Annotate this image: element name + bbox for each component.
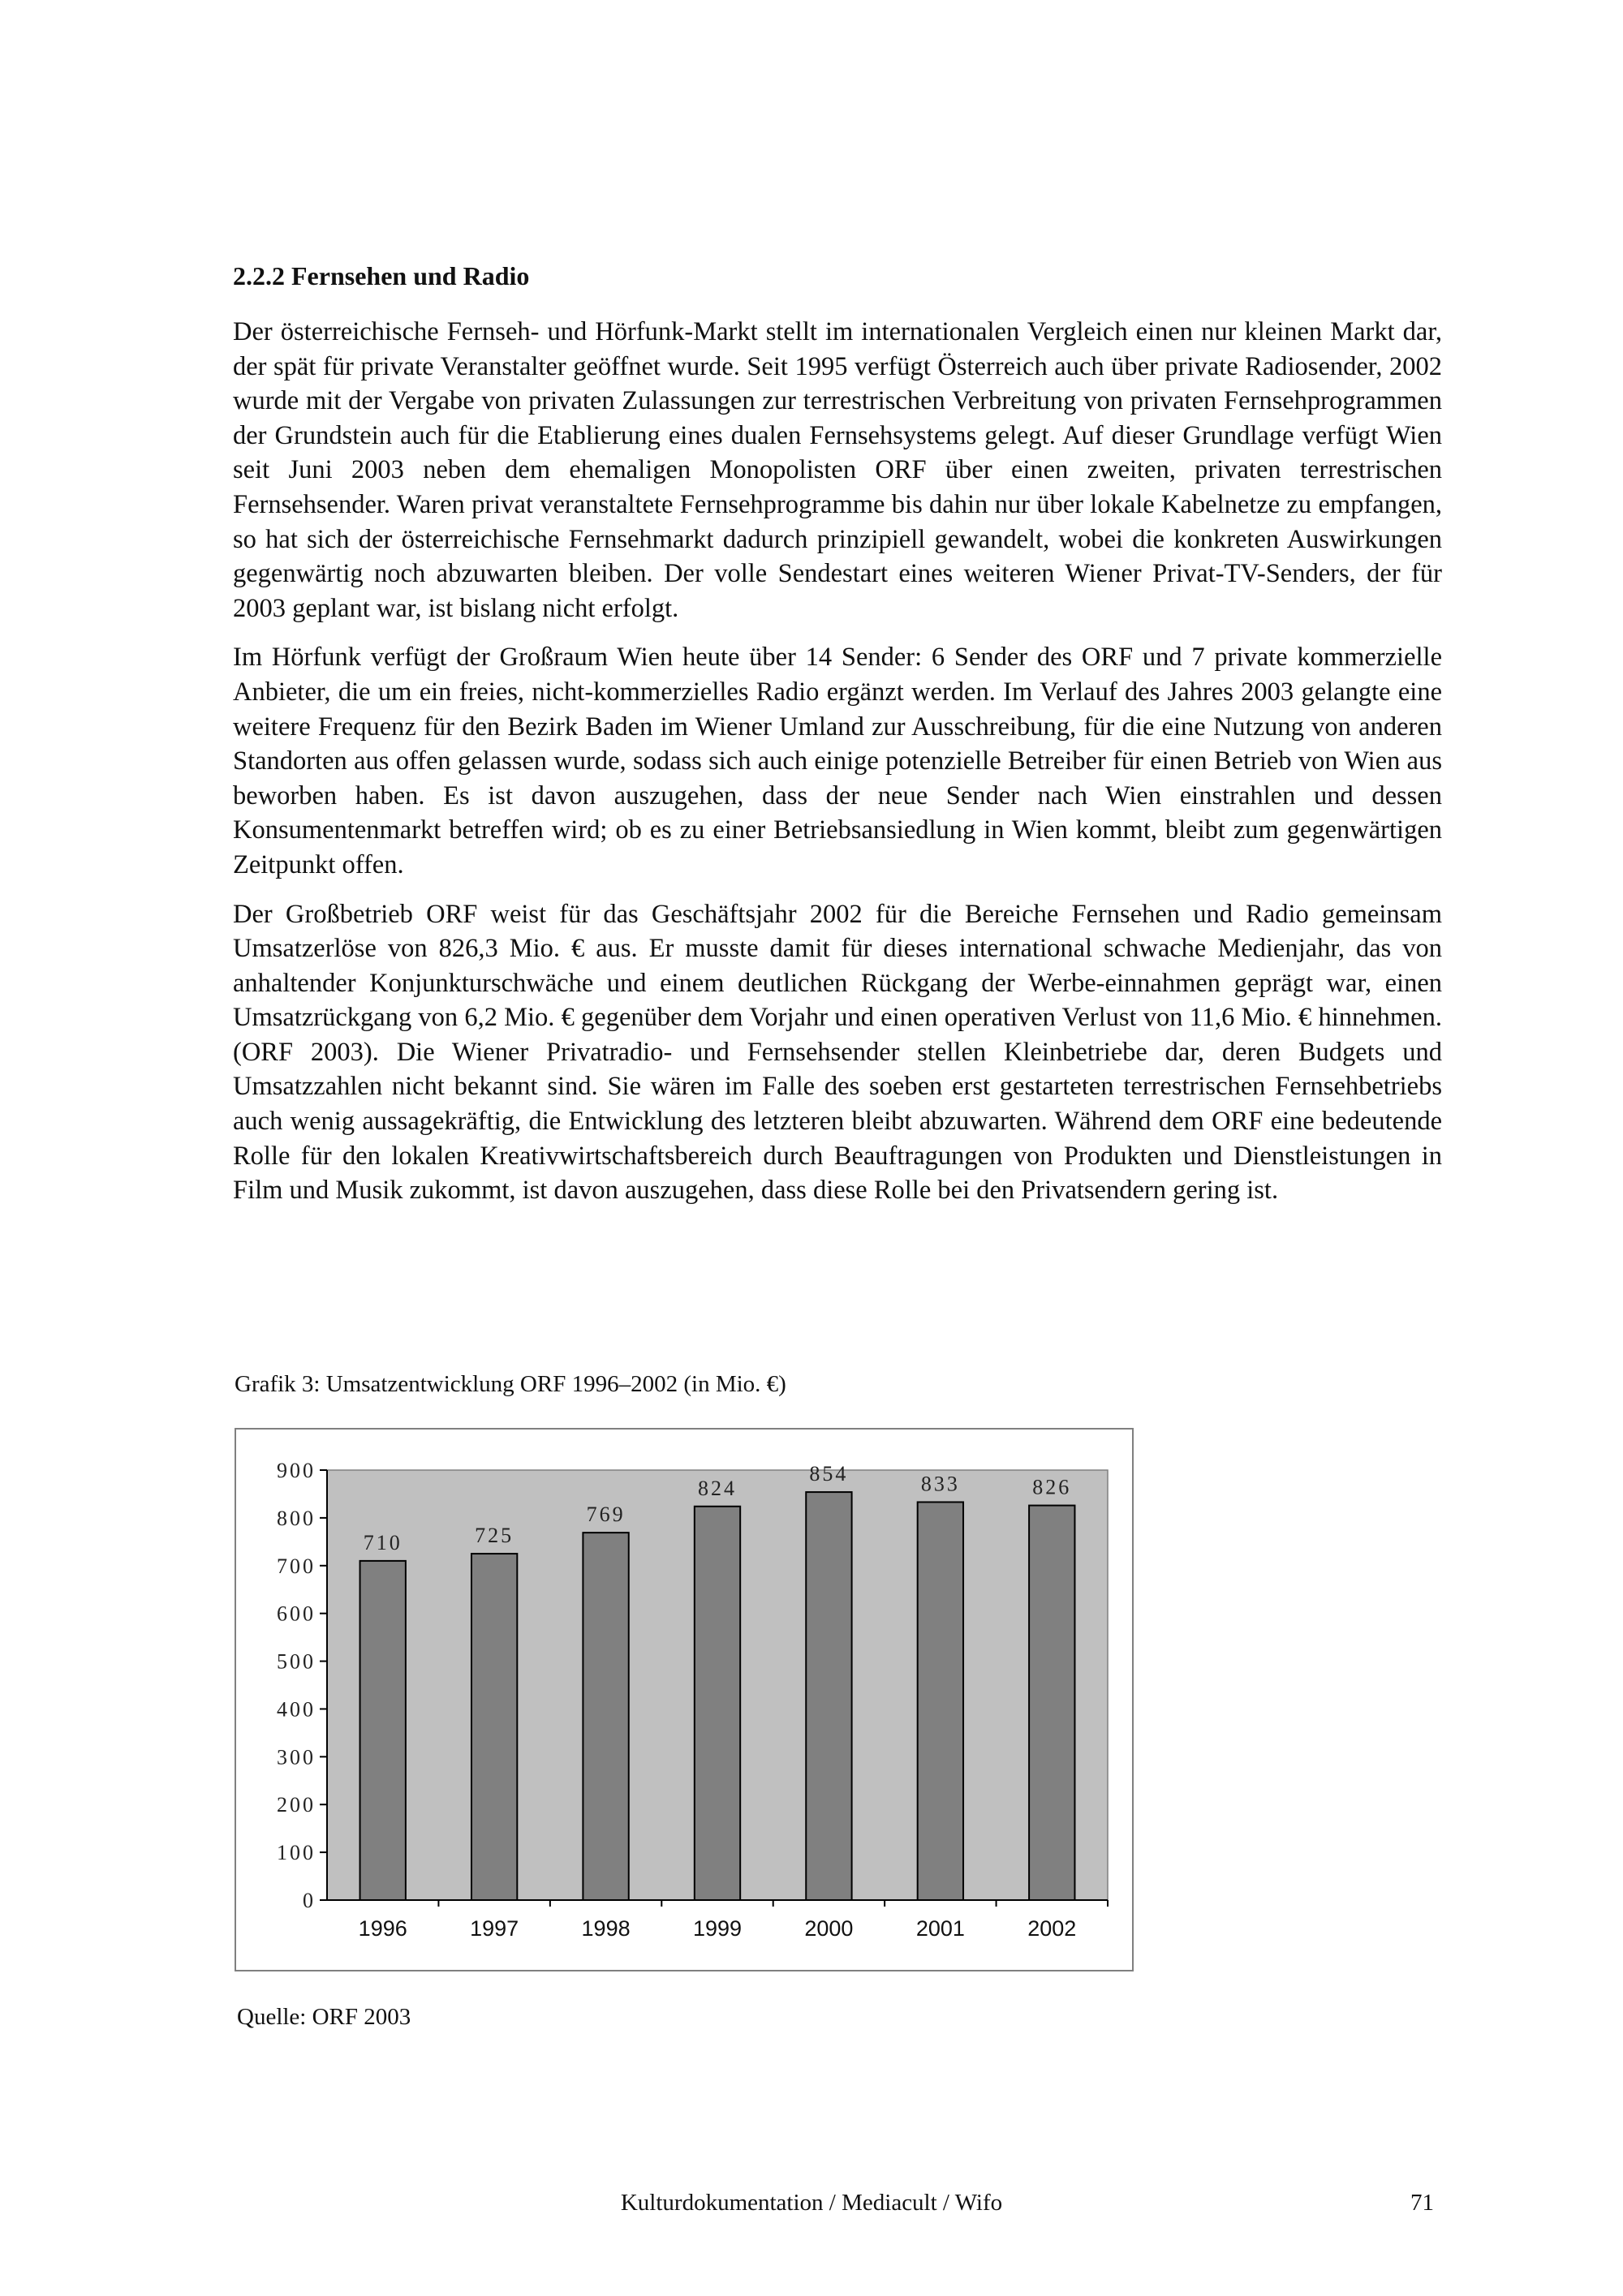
- figure-source: Quelle: ORF 2003: [237, 2004, 411, 2030]
- y-tick-label: 700: [277, 1554, 316, 1578]
- y-tick-label: 300: [277, 1745, 316, 1769]
- data-label: 725: [475, 1524, 514, 1548]
- y-tick-label: 600: [277, 1602, 316, 1626]
- data-label: 769: [586, 1503, 626, 1527]
- x-tick-label: 2001: [915, 1916, 965, 1941]
- x-tick-label: 1997: [470, 1916, 519, 1941]
- x-tick-label: 1999: [692, 1916, 743, 1941]
- bar: [583, 1533, 628, 1900]
- page-number: 71: [1410, 2190, 1434, 2216]
- page-body: [233, 258, 1442, 1223]
- bar: [806, 1492, 851, 1900]
- y-tick-label: 400: [277, 1697, 316, 1722]
- figure-caption: Grafik 3: Umsatzentwicklung ORF 1996–2002 (in Mio. €): [235, 1371, 786, 1397]
- y-tick-label: 500: [277, 1649, 316, 1674]
- bar: [918, 1502, 963, 1900]
- data-label: 710: [363, 1530, 403, 1554]
- revenue-chart-svg: [235, 1428, 1134, 1971]
- bar: [695, 1507, 740, 1900]
- x-tick-label: 1998: [581, 1916, 631, 1941]
- x-tick-label: 1996: [358, 1916, 407, 1941]
- y-tick-label: 0: [303, 1889, 316, 1912]
- footer-text: Kulturdokumentation / Mediacult / Wifo: [620, 2190, 1003, 2216]
- y-tick-label: 100: [277, 1841, 316, 1865]
- y-tick-label: 200: [277, 1793, 316, 1817]
- revenue-chart: [235, 1428, 1134, 1971]
- paragraph-orf-revenue: Der Großbetrieb ORF weist für das Geschäftsjahr 2002 für die Bereiche Fernsehen und Radio gemeinsam Umsatzerlöse von 826,3 Mio. € aus. Er musste damit für dieses international schwache Medienjahr, das von anhaltender Konjunkturschwäche und einem deutlichen Rückgang der Werbe-einnahmen geprägt war, einen Umsatzrückgang von 6,2 Mio. € gegenüber dem Vorjahr und einen operativen Verlust von 11,6 Mio. € hinnehmen. (ORF 2003). Die Wiener Privatradio- und Fernsehsender stellen Kleinbetriebe dar, deren Budgets und Umsatzzahlen nicht bekannt sind. Sie wären im Falle des soeben erst gestarteten terrestrischen Fernsehbetriebs auch wenig aussagekräftig, die Entwicklung des letzteren bleibt abzuwarten. Während dem ORF eine bedeutende Rolle für den lokalen Kreativwirtschaftsbereich durch Beauftragungen von Produkten und Dienstleistungen in Film und Musik zukommt, ist davon auszugehen, dass diese Rolle bei den Privatsendern gering ist.: [233, 899, 1442, 1206]
- paragraph-tv-market: Der österreichische Fernseh- und Hörfunk-Markt stellt im internationalen Vergleich einen nur kleinen Markt dar, der spät für private Veranstalter geöffnet wurde. Seit 1995 verfügt Österreich auch über private Radiosender, 2002 wurde mit der Vergabe von privaten Zulassungen zur terrestrischen Verbreitung von privaten Fernsehprogrammen der Grundstein auch für die Etablierung eines dualen Fernsehsystems gelegt. Auf dieser Grundlage verfügt Wien seit Juni 2003 neben dem ehemaligen Monopolisten ORF über einen zweiten, privaten terrestrischen Fernsehsender. Waren privat veranstaltete Fernsehprogramme bis dahin nur über lokale Kabelnetze zu empfangen, so hat sich der österreichische Fernsehmarkt dadurch prinzipiell gewandelt, wobei die konkreten Auswirkungen gegenwärtig noch abzuwarten bleiben. Der volle Sendestart eines weiteren Wiener Privat-TV-Senders, der für 2003 geplant war, ist bislang nicht erfolgt.: [233, 317, 1442, 623]
- x-tick-label: 2002: [1027, 1916, 1077, 1941]
- y-tick-label: 800: [277, 1506, 316, 1530]
- data-label: 824: [698, 1476, 737, 1500]
- data-label: 826: [1032, 1475, 1072, 1499]
- data-label: 833: [920, 1472, 960, 1496]
- bar: [1029, 1506, 1074, 1900]
- data-label: 854: [809, 1462, 849, 1486]
- section-heading: 2.2.2 Fernsehen und Radio: [233, 261, 530, 290]
- x-tick-label: 2000: [804, 1916, 854, 1941]
- bar: [360, 1561, 406, 1900]
- y-tick-label: 900: [277, 1459, 316, 1482]
- paragraph-radio: Im Hörfunk verfügt der Großraum Wien heute über 14 Sender: 6 Sender des ORF und 7 private kommerzielle Anbieter, die um ein freies, nicht-kommerzielles Radio ergänzt werden. Im Verlauf des Jahres 2003 gelangte eine weitere Frequenz für den Bezirk Baden im Wiener Umland zur Ausschreibung, für die eine Nutzung von anderen Standorten aus offen gelassen wurde, sodass sich auch einige potenzielle Betreiber für einen Betrieb von Wien aus beworben haben. Es ist davon auszugehen, dass der neue Sender nach Wien einstrahlen und dessen Konsumentenmarkt betreffen wird; ob es zu einer Betriebsansiedlung in Wien kommt, bleibt zum gegenwärtigen Zeitpunkt offen.: [233, 643, 1442, 879]
- bar: [471, 1554, 517, 1900]
